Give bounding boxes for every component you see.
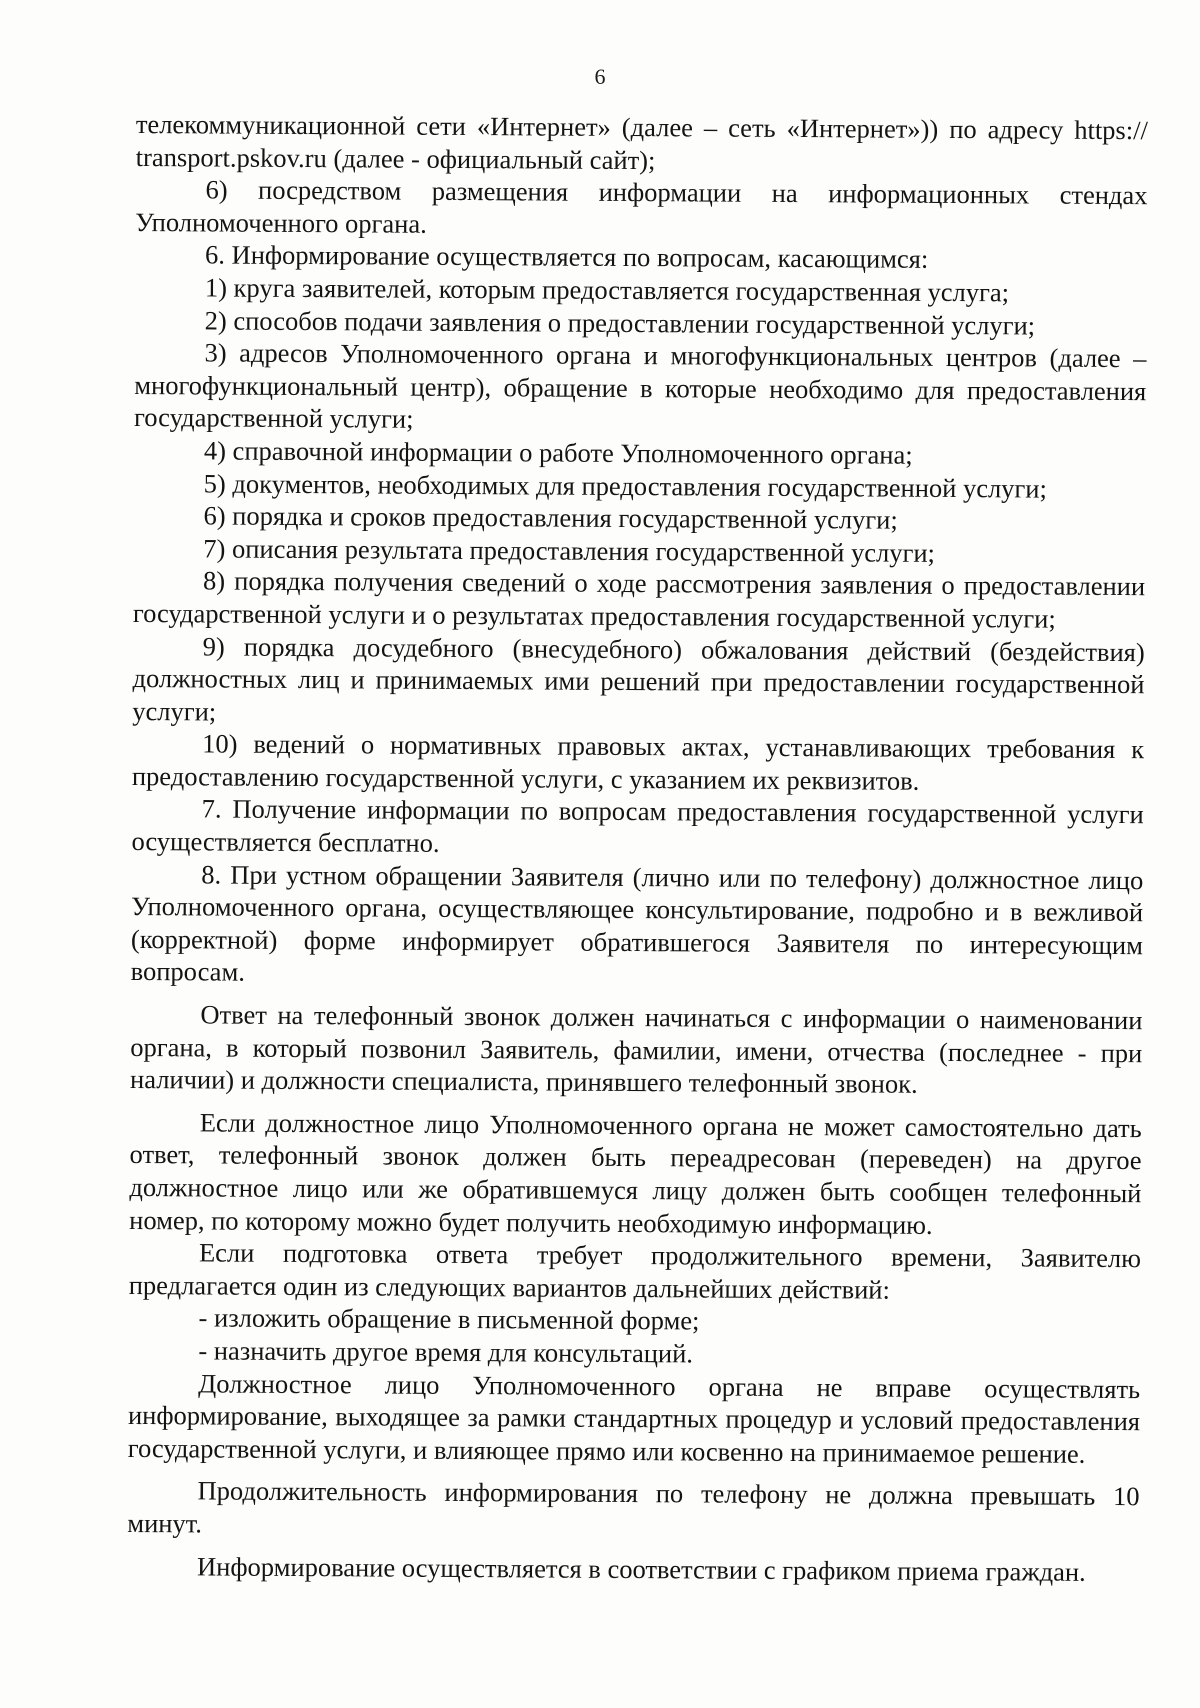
list-item: 8) порядка получения сведений о ходе рассмотрения заявления о предоставлении государственной услуги и о результатах предоставления государственной услуги;: [132, 565, 1146, 634]
paragraph: телекоммуникационной сети «Интернет» (далее – сеть «Интернет»)) по адресу https:// transport.pskov.ru (далее - официальный сайт);: [135, 108, 1148, 175]
paragraph: Информирование осуществляется в соответствии с графиком приема граждан.: [197, 1550, 1086, 1587]
list-item: 9) порядка досудебного (внесудебного) обжалования действий (бездействия) должностных лиц и принимаемых ими решений при предоставлении государственной услуги;: [132, 630, 1145, 727]
paragraph: Если подготовка ответа требует продолжительного времени, Заявителю предлагается один из следующих вариантов дальнейших действий:: [128, 1237, 1142, 1305]
document-body: [127, 108, 1148, 1588]
page-number: 6: [594, 64, 606, 89]
paragraph: Должностное лицо Уполномоченного органа не вправе осуществлять информирование, выходящее за рамки стандартных процедур и условий предоставления государственной услуги, и влияющее прямо или косвенно на принимаемое решение.: [127, 1367, 1141, 1469]
list-item: - назначить другое время для консультаций.: [198, 1335, 694, 1369]
list-item: 3) адресов Уполномоченного органа и многофункциональных центров (далее – многофункциональный центр), обращение в которые необходимо для предоставления государственной услуги;: [134, 337, 1147, 435]
paragraph: Если должностное лицо Уполномоченного органа не может самостоятельно дать ответ, телефонный звонок должен быть переадресован (переведен) на другое должностное лицо или же обратившемуся лицу должен быть сообщен телефонный номер, по которому можно будет получить необходимую информацию.: [129, 1107, 1142, 1240]
list-item: - изложить обращение в письменной форме;: [198, 1302, 700, 1336]
list-item: 5) документов, необходимых для предоставления государственной услуги;: [203, 467, 1047, 504]
list-item: 10) ведений о нормативных правовых актах, устанавливающих требования к предоставлению государственной услуги, с указанием их реквизитов.: [131, 728, 1145, 796]
paragraph: Продолжительность информирования по телефону не должна превышать 10 минут.: [127, 1475, 1140, 1539]
list-item: 7) описания результата предоставления государственной услуги;: [203, 533, 936, 568]
paragraph: 6. Информирование осуществляется по вопросам, касающимся:: [205, 239, 929, 275]
list-item: 6) порядка и сроков предоставления государственной услуги;: [203, 500, 898, 535]
list-item: 4) справочной информации о работе Уполномоченного органа;: [203, 435, 913, 470]
list-item: 2) способов подачи заявления о предоставлении государственной услуги;: [204, 304, 1036, 341]
list-item: 1) круга заявителей, которым предоставляется государственная услуга;: [204, 272, 1010, 308]
paragraph: Ответ на телефонный звонок должен начинаться с информации о наименовании органа, в который позвонил Заявитель, фамилии, имени, отчества (последнее - при наличии) и должности специалиста, принявшего телефонный звонок.: [129, 999, 1143, 1100]
paragraph: 6) посредством размещения информации на информационных стендах Уполномоченного органа.: [135, 174, 1148, 239]
paragraph: 8. При устном обращении Заявителя (лично или по телефону) должностное лицо Уполномоченного органа, осуществляющее консультирование, подробно и в вежливой (корректной) форме информирует обратившегося Заявителя по интересующим вопросам.: [130, 859, 1144, 988]
paragraph: 7. Получение информации по вопросам предоставления государственной услуги осуществляется бесплатно.: [131, 793, 1144, 858]
